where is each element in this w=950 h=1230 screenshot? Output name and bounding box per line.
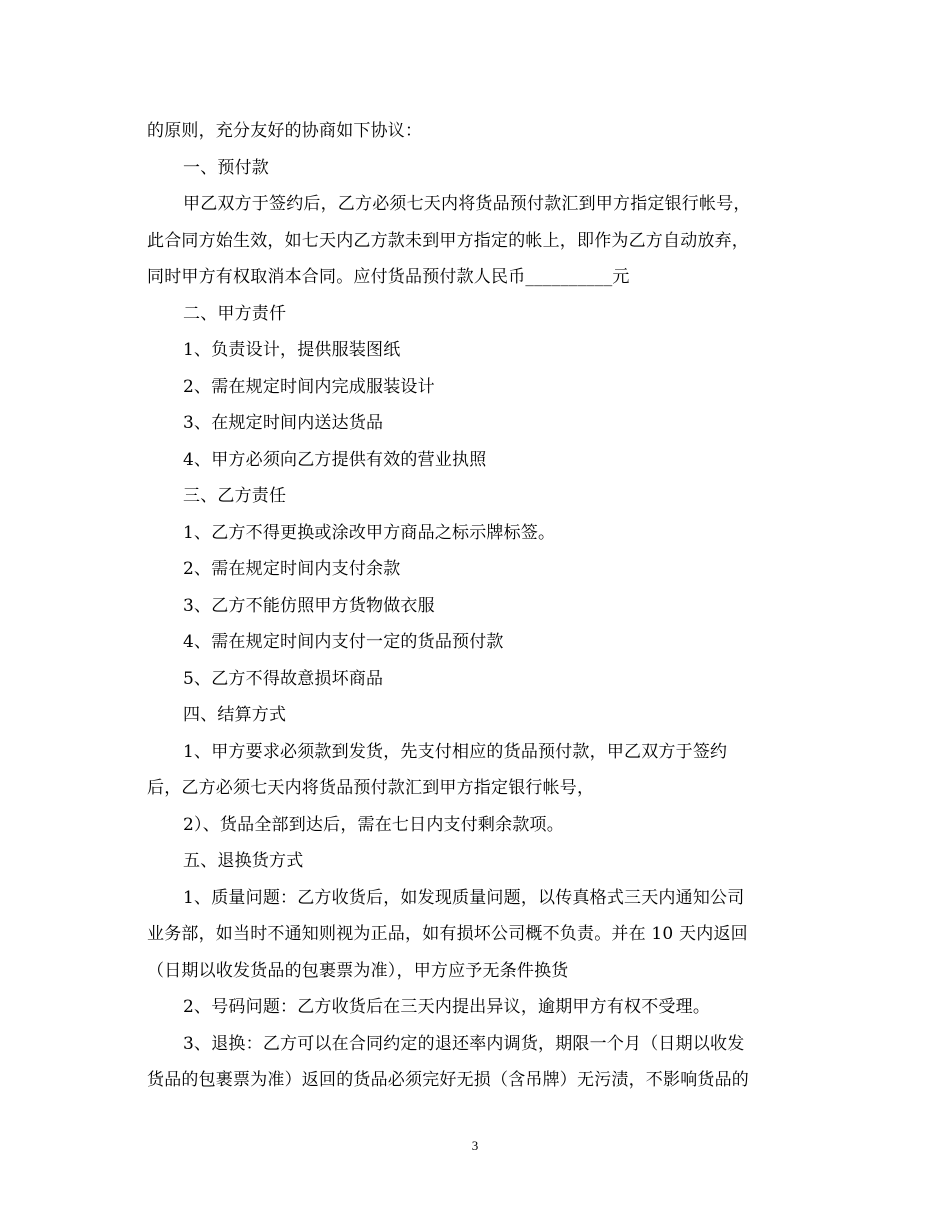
paragraph-line: 此合同方始生效，如七天内乙方款未到甲方指定的帐上，即作为乙方自动放弃， bbox=[147, 230, 749, 251]
section-heading: 三、乙方责任 bbox=[183, 486, 287, 506]
list-item: 1、质量问题：乙方收货后，如发现质量问题，以传真格式三天内通知公司 bbox=[183, 887, 745, 908]
document-body bbox=[147, 113, 807, 1099]
section-heading: 一、预付款 bbox=[183, 157, 269, 178]
list-item: 1、负责设计，提供服装图纸 bbox=[183, 340, 401, 360]
list-item: 3、在规定时间内送达货品 bbox=[183, 413, 384, 433]
list-item: 2）、货品全部到达后，需在七日内支付剩余款项。 bbox=[183, 814, 564, 835]
paragraph-line: 同时甲方有权取消本合同。应付货品预付款人民币__________元 bbox=[147, 267, 630, 287]
paragraph-line: 业务部，如当时不通知则视为正品，如有损坏公司概不负责。并在 10 天内返回 bbox=[147, 924, 748, 944]
section-heading: 四、结算方式 bbox=[183, 705, 287, 725]
paragraph-line: 甲乙双方于签约后，乙方必须七天内将货品预付款汇到甲方指定银行帐号， bbox=[183, 194, 751, 214]
list-item: 2、需在规定时间内支付余款 bbox=[183, 559, 401, 579]
list-item: 2、需在规定时间内完成服装设计 bbox=[183, 376, 435, 397]
list-item: 1、甲方要求必须款到发货，先支付相应的货品预付款，甲乙双方于签约 bbox=[183, 741, 728, 762]
list-item: 4、需在规定时间内支付一定的货品预付款 bbox=[183, 632, 504, 652]
list-item: 2、号码问题：乙方收货后在三天内提出异议，逾期甲方有权不受理。 bbox=[183, 997, 711, 1017]
paragraph-line: 后，乙方必须七天内将货品预付款汇到甲方指定银行帐号， bbox=[147, 778, 595, 798]
section-heading: 二、甲方责仟 bbox=[183, 303, 287, 324]
paragraph-line: 的原则，充分友好的协商如下协议： bbox=[147, 121, 423, 141]
paragraph-line: （日期以收发货品的包裹票为准），甲方应予无条件换货 bbox=[147, 960, 569, 981]
page-number: 3 bbox=[471, 1138, 479, 1153]
list-item: 3、乙方不能仿照甲方货物做衣服 bbox=[183, 595, 435, 616]
list-item: 3、退换：乙方可以在合同约定的退还率内调货，期限一个月（日期以收发 bbox=[183, 1033, 745, 1054]
list-item: 5、乙方不得故意损坏商品 bbox=[183, 668, 384, 689]
list-item: 1、乙方不得更换或涂改甲方商品之标示牌标签。 bbox=[183, 522, 556, 543]
section-heading: 五、退换货方式 bbox=[183, 851, 304, 871]
paragraph-line: 货品的包裹票为准）返回的货品必须完好无损（含吊牌）无污渍，不影响货品的 bbox=[147, 1070, 749, 1090]
list-item: 4、甲方必须向乙方提供有效的营业执照 bbox=[183, 449, 487, 470]
